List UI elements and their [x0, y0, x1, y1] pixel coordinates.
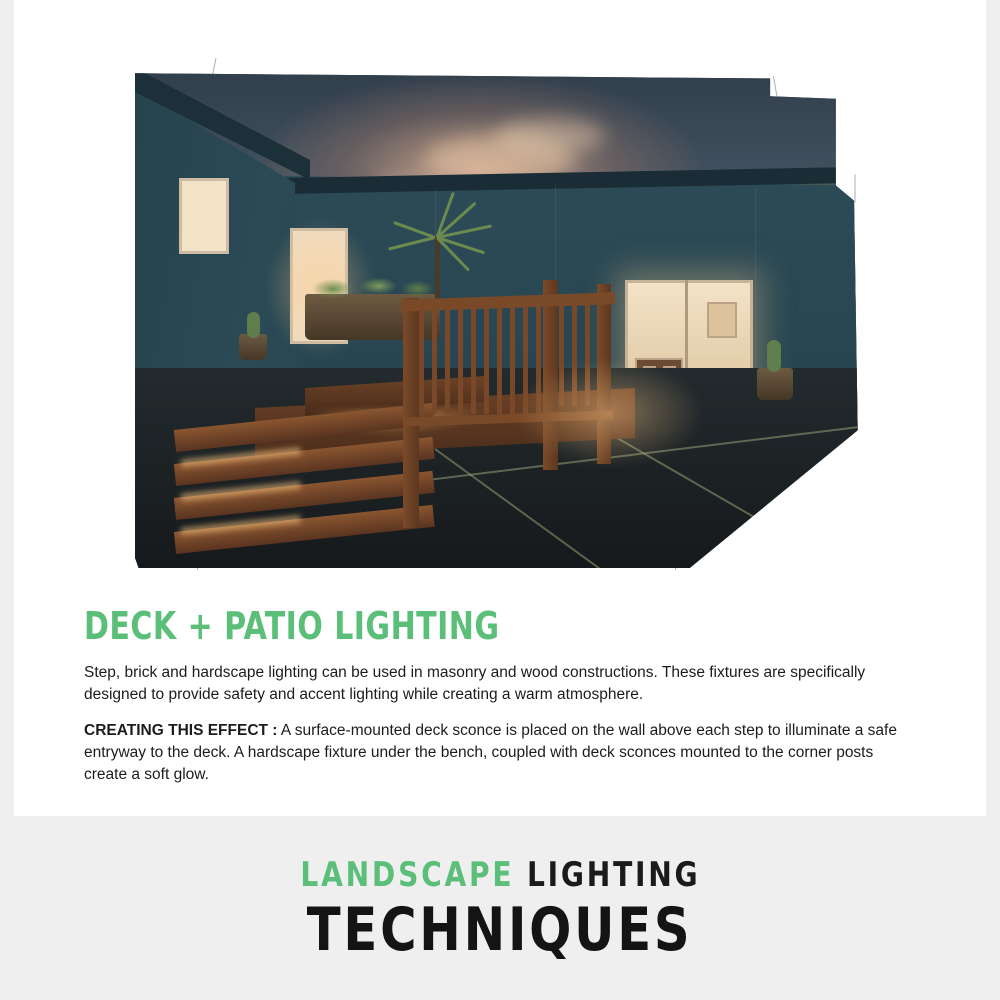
- hero-image: [135, 58, 865, 568]
- cactus-left: [247, 312, 260, 338]
- effect-paragraph: [84, 720, 912, 786]
- deck-sconce-post-glow: [515, 358, 705, 468]
- footer-word-landscape: LANDSCAPE: [299, 855, 515, 895]
- footer-title-line-1: [300, 855, 700, 895]
- planter-foliage: [307, 272, 437, 300]
- interior-artwork: [707, 302, 737, 338]
- guide-line-right-edge: [855, 175, 856, 203]
- rail-post-left: [403, 298, 419, 528]
- footer-title-line-2: TECHNIQUES: [307, 895, 693, 965]
- footer-word-lighting: LIGHTING: [526, 855, 701, 895]
- hero-artwork: [135, 58, 865, 568]
- page-title: DECK + PATIO LIGHTING: [84, 604, 500, 648]
- text-content: [84, 604, 914, 800]
- yucca-trunk: [435, 236, 440, 308]
- window-left: [179, 178, 229, 254]
- effect-text: A surface-mounted deck sconce is placed on the wall above each step to illuminate a safe entryway to the deck. A hardscape fixture under the bench, coupled with deck sconces mounted to the corner posts create a soft glow.: [84, 722, 897, 783]
- intro-paragraph: Step, brick and hardscape lighting can be used in masonry and wood constructions. These fixtures are specifically designed to provide safety and accent lighting while creating a warm atmosphere.: [84, 664, 866, 703]
- guide-line-top-right: [773, 76, 778, 100]
- cactus-right: [767, 340, 781, 372]
- cactus-pot-right: [757, 368, 793, 400]
- deck-steps: [175, 420, 435, 550]
- cloud-2: [495, 118, 605, 154]
- effect-label: CREATING THIS EFFECT :: [84, 722, 278, 739]
- footer: [0, 816, 1000, 1000]
